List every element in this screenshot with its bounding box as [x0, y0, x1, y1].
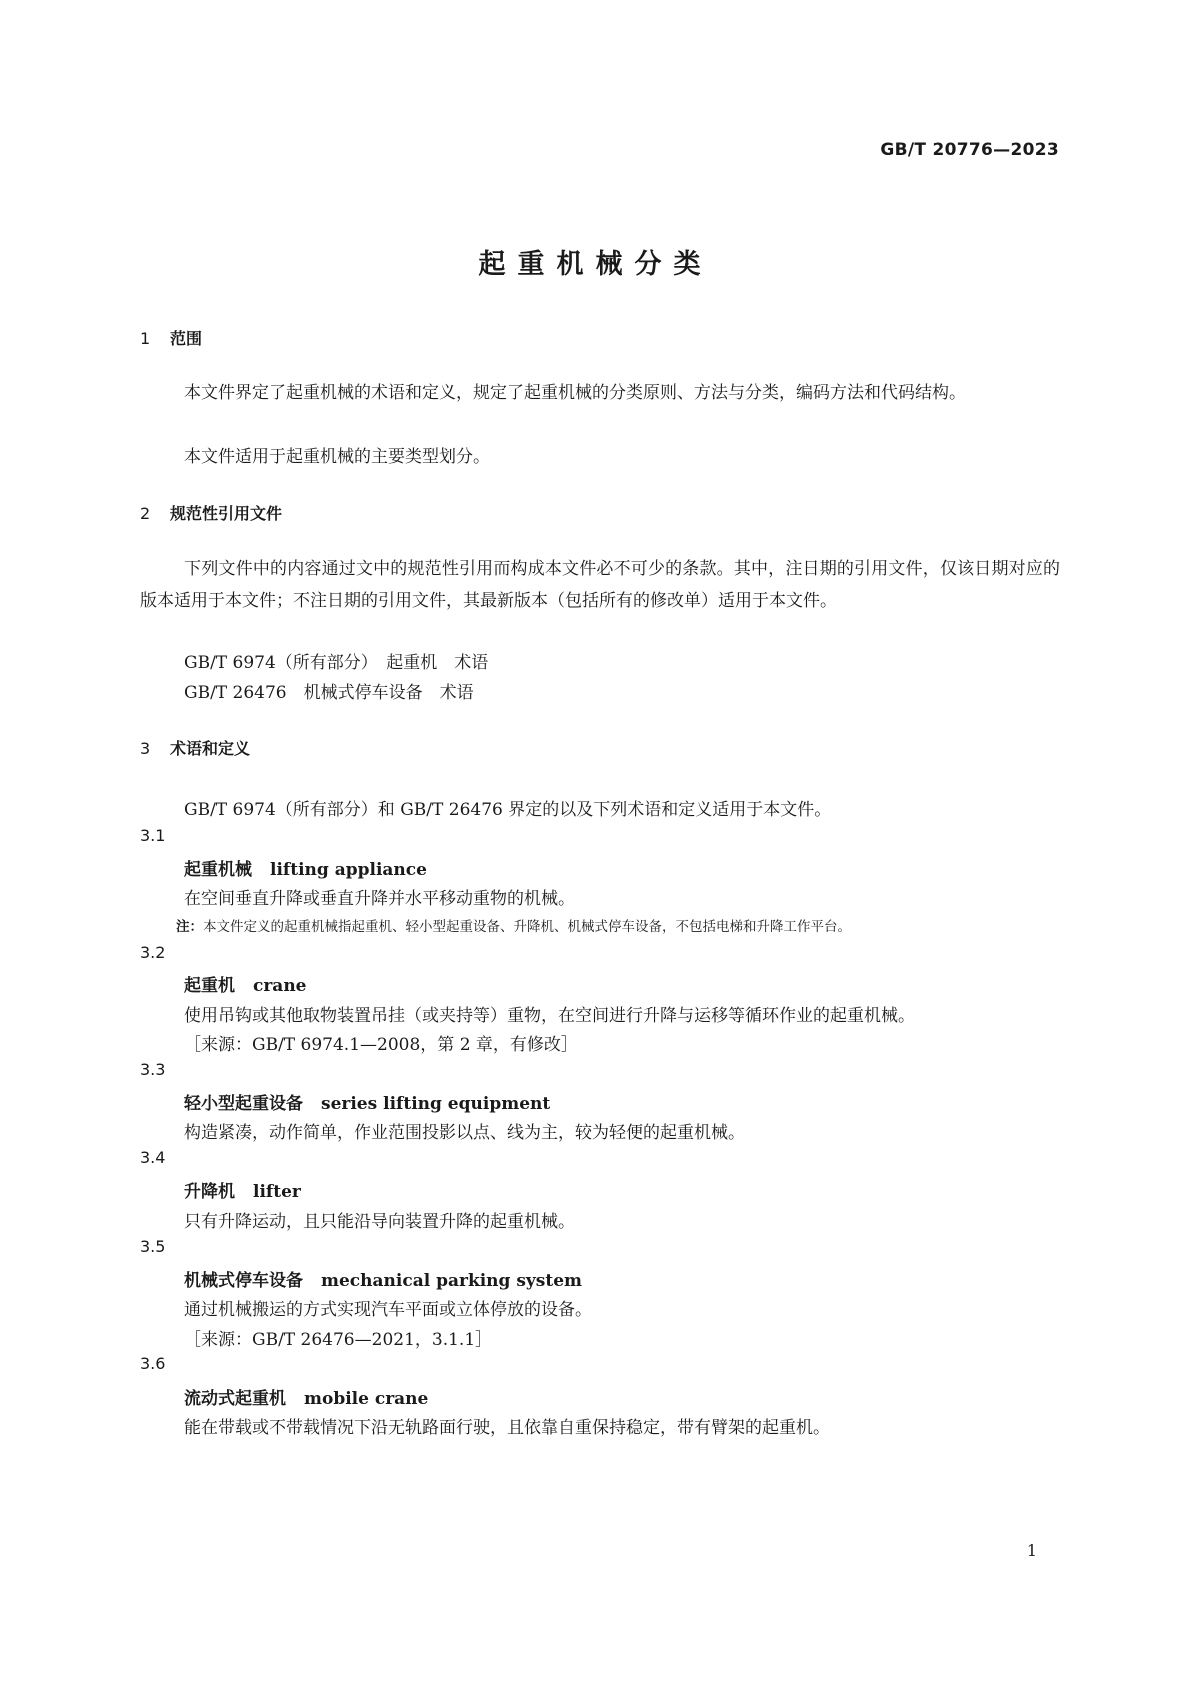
term-source: ［来源：GB/T 6974.1—2008，第 2 章，有修改］: [184, 1035, 578, 1055]
term-source: ［来源：GB/T 26476—2021，3.1.1］: [184, 1330, 493, 1350]
term-definition: 使用吊钩或其他取物装置吊挂（或夹持等）重物，在空间进行升降与运移等循环作业的起重机械。: [184, 1006, 915, 1026]
note-label: 注：: [176, 919, 203, 935]
term-zh: 机械式停车设备: [184, 1271, 303, 1291]
term-definition: 在空间垂直升降或垂直升降并水平移动重物的机械。: [184, 889, 575, 909]
page-number: 1: [1026, 1541, 1037, 1560]
term-definition: 只有升降运动，且只能沿导向装置升降的起重机械。: [184, 1212, 575, 1232]
term-zh: 起重机械: [184, 860, 252, 880]
section-1-paragraph-1: 本文件界定了起重机械的术语和定义，规定了起重机械的分类原则、方法与分类，编码方法和代码结构。: [184, 383, 966, 403]
term-en: lifter: [253, 1182, 301, 1202]
term-title: [184, 1177, 301, 1202]
term-en: series lifting equipment: [321, 1094, 551, 1114]
term-definition: 通过机械搬运的方式实现汽车平面或立体停放的设备。: [184, 1300, 592, 1320]
section-2-paragraph-1: 下列文件中的内容通过文中的规范性引用而构成本文件必不可少的条款。其中，注日期的引用文件，仅该日期对应的版本适用于本文件；不注日期的引用文件，其最新版本（包括所有的修改单）适用于本文件。: [140, 559, 1060, 611]
section-1-paragraph-2: 本文件适用于起重机械的主要类型划分。: [184, 447, 490, 467]
section-number: 2: [140, 504, 151, 523]
term-zh: 流动式起重机: [184, 1389, 286, 1409]
term-number: 3.3: [140, 1060, 166, 1079]
term-title: [184, 1266, 582, 1291]
term-title: [184, 1384, 428, 1409]
term-number: 3.4: [140, 1148, 166, 1167]
term-definition: 构造紧凑，动作简单，作业范围投影以点、线为主，较为轻便的起重机械。: [184, 1123, 745, 1143]
section-number: 3: [140, 739, 151, 758]
term-zh: 起重机: [184, 976, 235, 996]
term-title: [184, 1089, 550, 1114]
term-zh: 升降机: [184, 1182, 235, 1202]
term-en: mechanical parking system: [321, 1271, 583, 1291]
normative-reference-1: GB/T 6974（所有部分） 起重机 术语: [184, 653, 489, 673]
normative-reference-2: GB/T 26476 机械式停车设备 术语: [184, 683, 474, 703]
term-number: 3.6: [140, 1354, 166, 1373]
page-title: 起重机械分类: [478, 249, 713, 280]
note-text: 本文件定义的起重机械指起重机、轻小型起重设备、升降机、机械式停车设备，不包括电梯和升降工作平台。: [203, 919, 851, 935]
term-title: [184, 855, 427, 880]
term-en: crane: [253, 976, 307, 996]
term-note: [176, 915, 851, 935]
section-1-heading: [140, 326, 202, 349]
term-title: [184, 971, 307, 996]
section-title: 范围: [170, 329, 203, 348]
term-definition: 能在带载或不带载情况下沿无轨路面行驶，且依靠自重保持稳定，带有臂架的起重机。: [184, 1418, 830, 1438]
term-en: lifting appliance: [270, 860, 427, 880]
term-zh: 轻小型起重设备: [184, 1094, 303, 1114]
section-3-intro: GB/T 6974（所有部分）和 GB/T 26476 界定的以及下列术语和定义适用于本文件。: [184, 800, 832, 820]
section-2-heading: [140, 501, 282, 524]
standard-code: GB/T 20776—2023: [880, 140, 1059, 160]
term-number: 3.5: [140, 1237, 166, 1256]
term-number: 3.2: [140, 943, 166, 962]
term-number: 3.1: [140, 826, 166, 845]
section-number: 1: [140, 329, 151, 348]
section-3-heading: [140, 736, 250, 759]
term-en: mobile crane: [304, 1389, 429, 1409]
section-title: 规范性引用文件: [170, 504, 283, 523]
section-title: 术语和定义: [170, 739, 251, 758]
